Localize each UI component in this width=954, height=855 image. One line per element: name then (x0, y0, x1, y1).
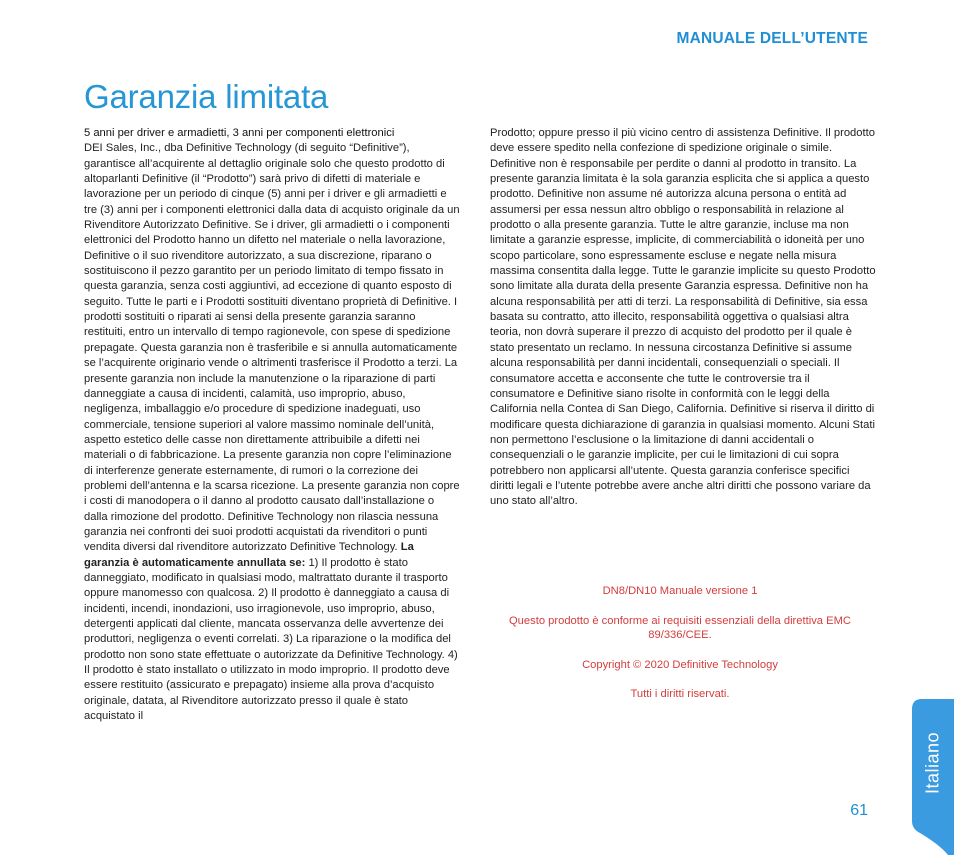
manual-version: DN8/DN10 Manuale versione 1 (602, 585, 758, 597)
language-tab-label: Italiano (922, 731, 943, 795)
warranty-body-1: DEI Sales, Inc., dba Definitive Technology (di seguito “Definitive”), garantisce all’acquirente al dettaglio originale solo che questo prodotto di altoparlanti Definitive (il “Prodotto”) sarà privo di difetti di materiale e lavorazione per un periodo di cinque (5) anni per i driver e gli armadietti e tre (3) anni per i componenti elettronici dalla data di acquisto originale da un Rivenditore Autorizzato Definitive. Se i driver, gli armadietti o i componenti elettronici del Prodotto hanno un difetto nel materiale o nella lavorazione, Definitive o il suo rivenditore autorizzato, a sua discrezione, riparano o sostituiscono il pezzo garantito per un periodo limitato di tempo fissato in questa garanzia, senza costi aggiuntivi, ad eccezione di quanto esposto di seguito. Tutte le parti e i Prodotti sostituiti diventano proprietà di Definitive. I prodotti sostituiti o riparati ai sensi della presente garanzia saranno restituiti, entro un intervallo di tempo ragionevole, con spese di spedizione prepagate. Questa garanzia non è trasferibile e si annulla automaticamente se l’acquirente originario vende o altrimenti trasferisce il Prodotto a terzi. La presente garanzia non include la manutenzione o la riparazione di parti danneggiate a causa di incidenti, calamità, uso improprio, abuso, negligenza, imballaggio e/o procedure di spedizione inadeguati, uso commerciale, tensione superiori al valore massimo nominale dell’unità, aspetto estetico delle casse non direttamente attribuibile a difetti nei materiali o di fabbricazione. La presente garanzia non copre l’eliminazione di interferenze generate esternamente, di rumori o la correzione dei problemi dell’antenna e la scarsa ricezione. La presente garanzia non copre i costi di manodopera o il danno al prodotto causato dall’installazione o dalla rimozione del prodotto. Definitive Technology non rilascia nessuna garanzia nei confronti dei suoi prodotti acquistati da rivenditori o punti vendita diversi dal rivenditore autorizzato Definitive Technology. (84, 142, 460, 554)
copyright: Copyright © 2020 Definitive Technology (582, 658, 778, 671)
page-number: 61 (850, 802, 868, 819)
manual-header: MANUALE DELL’UTENTE (676, 30, 868, 47)
right-column (490, 126, 876, 510)
warranty-void-heading: La garanzia è automaticamente annullata se: (84, 541, 414, 569)
footer-info (500, 584, 860, 717)
warranty-body-3: Prodotto; oppure presso il più vicino centro di assistenza Definitive. Il prodotto deve essere spedito nella confezione di spedizione originale o simile. Definitive non è responsabile per perdite o danni al prodotto in transito. La presente garanzia limitata è la sola garanzia esplicita che si applica a questo prodotto. Definitive non assume né autorizza alcuna persona o entità ad assumersi per essa nessun altro obbligo o responsabilità in relazione al prodotto o alla presente garanzia. Tutte le altre garanzie, incluse ma non limitate a garanzie espresse, implicite, di commerciabilità o idoneità per uno scopo particolare, sono espressamente escluse e negate nella misura massima consentita dalla legge. Tutte le garanzie implicite su questo Prodotto sono limitate alla durata della presente Garanzia espressa. Definitive non ha alcuna responsabilità per atti di terzi. La responsabilità di Definitive, sia essa basata su contratto, atto illecito, responsabilità oggettiva o qualsiasi altra teoria, non dovrà superare il prezzo di acquisto del prodotto per il quale è stato presentato un reclamo. In nessuna circostanza Definitive si assume alcuna responsabilità per danni incidentali, consequenziali o speciali. Il consumatore accetta e acconsente che tutte le controversie tra il consumatore e Definitive siano risolte in conformità con le leggi della California nella Contea di San Diego, California. Definitive si riserva il diritto di modificare questa dichiarazione di garanzia in qualsiasi momento. Alcuni Stati non permettono l’esclusione o la limitazione di danni accidentali o consequenziali o le garanzie implicite, per cui le limitazioni di cui sopra potrebbero non applicarsi all’utente. Questa garanzia conferisce specifici diritti legali e l’utente potrebbe avere anche altri diritti che possono variare da uno stato all’altro. (490, 127, 876, 508)
page-title: Garanzia limitata (84, 78, 329, 115)
warranty-body-2: 1) Il prodotto è stato danneggiato, modificato in qualsiasi modo, maltrattato durante il trasporto oppure manomesso con qualcosa. 2) Il prodotto è danneggiato a causa di incidenti, incendi, inondazioni, uso irragionevole, uso improprio, abuso, detergenti applicati dal cliente, mancata osservanza delle avvertenze dei produttori, negligenza o eventi correlati. 3) La riparazione o la modifica del prodotto non sono state effettuate o autorizzate da Definitive Technology. 4) Il prodotto è stato installato o utilizzato in modo improprio. Il prodotto deve essere restituito (assicurato e prepagato) insieme alla prova d’acquisto originale, datata, al Rivenditore autorizzato presso il quale è stato acquistato il (84, 556, 458, 723)
warranty-subheading: 5 anni per driver e armadietti, 3 anni per componenti elettronici (84, 127, 395, 139)
language-tab (912, 699, 954, 855)
compliance-note: Questo prodotto è conforme ai requisiti essenziali della direttiva EMC 89/336/CEE. (508, 614, 851, 641)
left-column (84, 126, 460, 724)
rights-reserved: Tutti i diritti riservati. (630, 688, 730, 700)
